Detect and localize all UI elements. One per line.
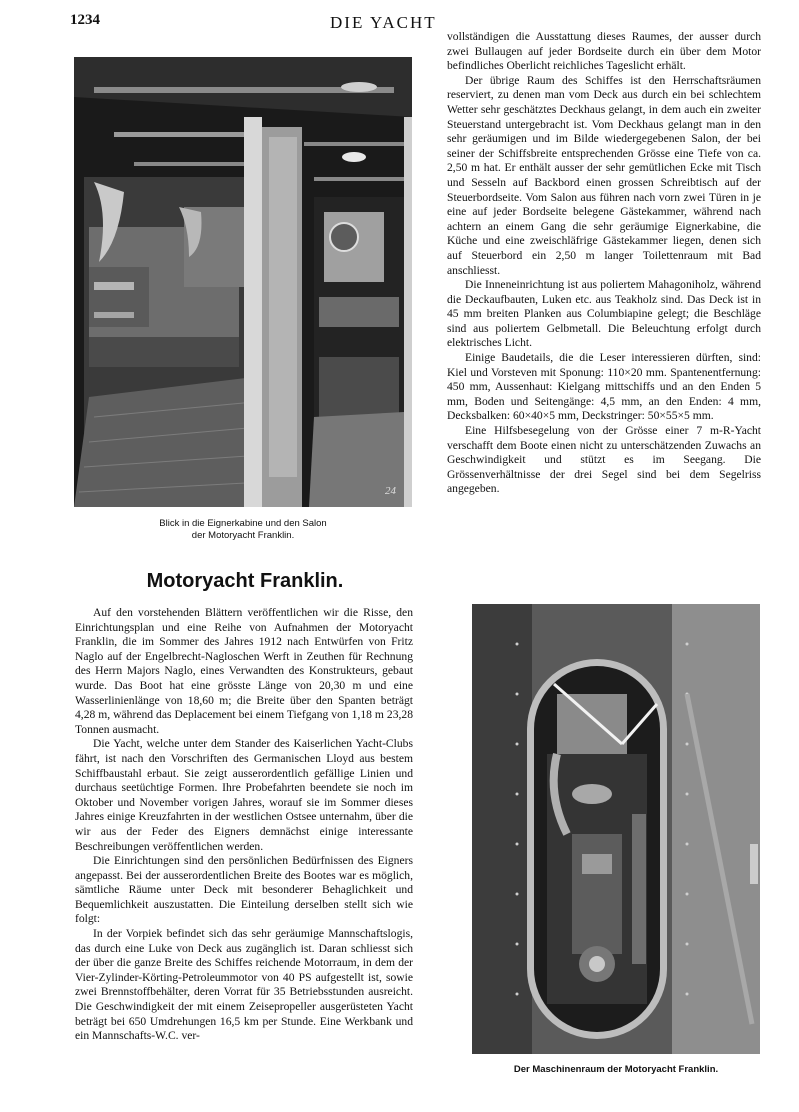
caption-line-2: der Motoryacht Franklin. xyxy=(191,530,295,541)
paragraph: Eine Hilfsbesegelung von der Grösse einer 7 m-R-Yacht verschafft dem Boote einen nicht zu unterschätzenden Zuwachs an Geschwindigkeit und stützt es im Seegang. Die Grössenverhältnisse der drei Segel sind bei dem Segelriss angegeben. xyxy=(447,424,761,496)
paragraph: Der übrige Raum des Schiffes ist den Herrschaftsräumen reserviert, zu denen man vom Deck aus durch ein bei schlechtem Wetter sehr geschätztes Deckhaus gelangt, in dem auch ein zweiter Steuerstand untergebracht ist. Vom Deckhaus gelangt man in den sehr geräumigen und im Bilde wiedergegebenen Salon, der bei seiner der Schiffsbreite entsprechenden Grösse eine Tiefe von ca. 2,50 m hat. Er enthält ausser der sehr gemütlichen Ecke mit Tisch und Sesseln auf Backbord einen grossen Schreibtisch auf der Steuerbordseite. Vom Salon aus führen nach vorn zwei Türen in je eine auf jeder Bordseite belegene Gästekammer, während nach achtern an einem Gang die sehr geräumige Eignerkabine, die Küche und eine zweischläfrige Gästekammer liegen, denen sich auf Steuerbord ein 2,50 m langer Toilettenraum mit Bad anschliesst. xyxy=(447,73,761,277)
paragraph: Auf den vorstehenden Blättern veröffentlichen wir die Risse, den Einrichtungsplan und eine Reihe von Aufnahmen der Motoryacht Franklin, die im Sommer des Jahres 1912 nach Entwürfen von Fritz Naglo auf der Engelbrecht-Nagloschen Werft in Zeuthen für Rechnung des Herrn Majors Naglo, eines Verwandten des Konstrukteurs, gebaut wurde. Das Boot hat eine grösste Länge von 20,30 m und eine Wasserlinienlänge von 18,60 m; die Breite über den Spanten beträgt 4,28 m, während das Deplacement bei einem Tiefgang von 1,18 m 23,28 Tonnen ausmacht. xyxy=(75,606,413,736)
engine-room-photo xyxy=(472,604,760,1054)
paragraph: vollständigen die Ausstattung dieses Raumes, der ausser durch zwei Bullaugen auf jeder Bordseite durch ein über dem Motor befindliches Oberlicht reichliches Tageslicht erhält. xyxy=(447,30,761,73)
article-title: Motoryacht Franklin. xyxy=(146,570,344,592)
right-text-column xyxy=(447,30,761,497)
page-number: 1234 xyxy=(70,12,100,28)
paragraph: Die Yacht, welche unter dem Stander des Kaiserlichen Yacht-Clubs fährt, ist nach den Vorschriften des Germanischen Lloyd aus bestem Schiffbaustahl erbaut. Sie zeigt ausserordentlich gefällige Linien und durchaus seetüchtige Formen. Ihre Probefahrten beendete sie noch im Oktober und November vorigen Jahres, worauf sie im Sommer dieses Jahres einige Kreuzfahrten in der westlichen Ostsee unternahm, über die wir aus der Feder des Eigners demnächst einige interessante Beschreibungen veröffentlichen werden. xyxy=(75,737,413,853)
left-text-column xyxy=(75,606,413,1044)
cabin-salon-photo xyxy=(74,57,412,507)
running-head: DIE YACHT xyxy=(330,13,437,32)
plate-number-mark: 24 xyxy=(385,485,396,497)
caption-line-1: Blick in die Eignerkabine und den Salon xyxy=(159,518,327,529)
paragraph: Einige Baudetails, die die Leser interessieren dürften, sind: Kiel und Vorsteven mit Sponung: 110×20 mm. Spantenentfernung: 450 mm, Aussenhaut: Kielgang mittschiffs und an den Enden 5 mm, Boden und Seitengänge: 4,5 mm, an den Enden: 4 mm, Decksbalken: 60×40×5 mm, Deckstringer: 50×55×5 mm. xyxy=(447,351,761,423)
cabin-photo-caption xyxy=(74,518,412,542)
paragraph: Die Einrichtungen sind den persönlichen Bedürfnissen des Eigners angepasst. Bei der ausserordentlichen Breite des Bootes war es möglich, sämtliche Räume unter Deck mit besonderer Behaglichkeit und Bequemlichkeit auszustatten. Die Einteilung derselben stellt sich wie folgt: xyxy=(75,854,413,926)
paragraph: In der Vorpiek befindet sich das sehr geräumige Mannschaftslogis, das durch eine Luke von Deck aus zugänglich ist. Daran schliesst sich der über die ganze Breite des Schiffes reichende Motorraum, in dem der Vier-Zylinder-Körting-Petroleummotor von 40 PS aufgestellt ist, sowie zwei Brennstoffbehälter, deren Vorrat für 35 Betriebsstunden ausreicht. Die Geschwindigkeit der mit einem Zeisepropeller ausgerüsteten Yacht beträgt bei 650 Umdrehungen 16,5 km per Stunde. Eine Werkbank und ein Mannschafts-W.C. ver- xyxy=(75,927,413,1043)
engine-photo-caption: Der Maschinenraum der Motoryacht Franklin. xyxy=(513,1064,719,1075)
paragraph: Die Inneneinrichtung ist aus poliertem Mahagoniholz, während die Deckaufbauten, Luken etc. aus Teakholz sind. Das Deck ist in 45 mm breiten Planken aus Columbiapine gelegt; die Beschläge sind aus poliertem Gelbmetall. Die Beleuchtung erfolgt durch elektrisches Licht. xyxy=(447,278,761,350)
